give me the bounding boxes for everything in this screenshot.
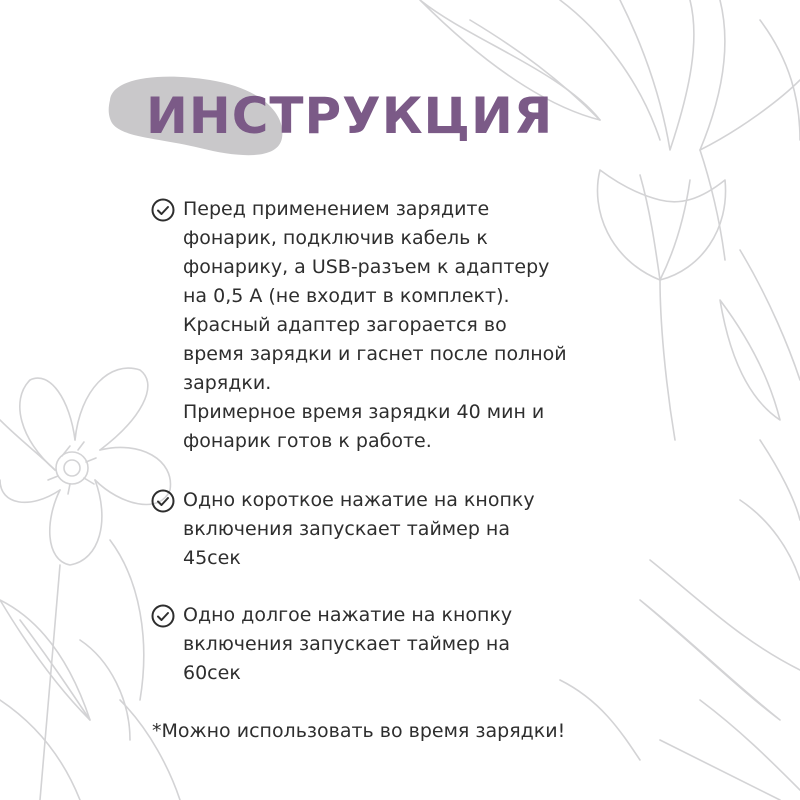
check-circle-icon — [150, 488, 176, 514]
text-line: зарядки. — [183, 372, 272, 394]
text-line: фонарику, а USB-разъем к адаптеру — [183, 256, 550, 278]
text-line: включения запускает таймер на — [183, 518, 510, 540]
text-line: время зарядки и гаснет после полной — [183, 343, 567, 365]
text-line: Одно короткое нажатие на кнопку — [183, 489, 535, 511]
text-line: фонарик готов к работе. — [183, 430, 432, 452]
text-line: включения запускает таймер на — [183, 633, 510, 655]
instruction-item-text — [183, 601, 633, 688]
text-line: 45сек — [183, 547, 241, 569]
instruction-item-text — [183, 195, 633, 456]
check-circle-icon — [150, 197, 176, 223]
page-title: ИНСТРУКЦИЯ — [146, 87, 554, 145]
check-circle-icon — [150, 603, 176, 629]
text-line: на 0,5 А (не входит в комплект). — [183, 285, 510, 307]
text-line: фонарик, подключив кабель к — [183, 227, 488, 249]
text-line: Примерное время зарядки 40 мин и — [183, 401, 545, 423]
text-line: Перед применением зарядите — [183, 198, 490, 220]
text-line: 60сек — [183, 662, 241, 684]
text-line: Красный адаптер загорается во — [183, 314, 507, 336]
footnote: *Можно использовать во время зарядки! — [152, 720, 566, 742]
text-line: Одно долгое нажатие на кнопку — [183, 604, 513, 626]
instruction-item-text — [183, 486, 633, 573]
